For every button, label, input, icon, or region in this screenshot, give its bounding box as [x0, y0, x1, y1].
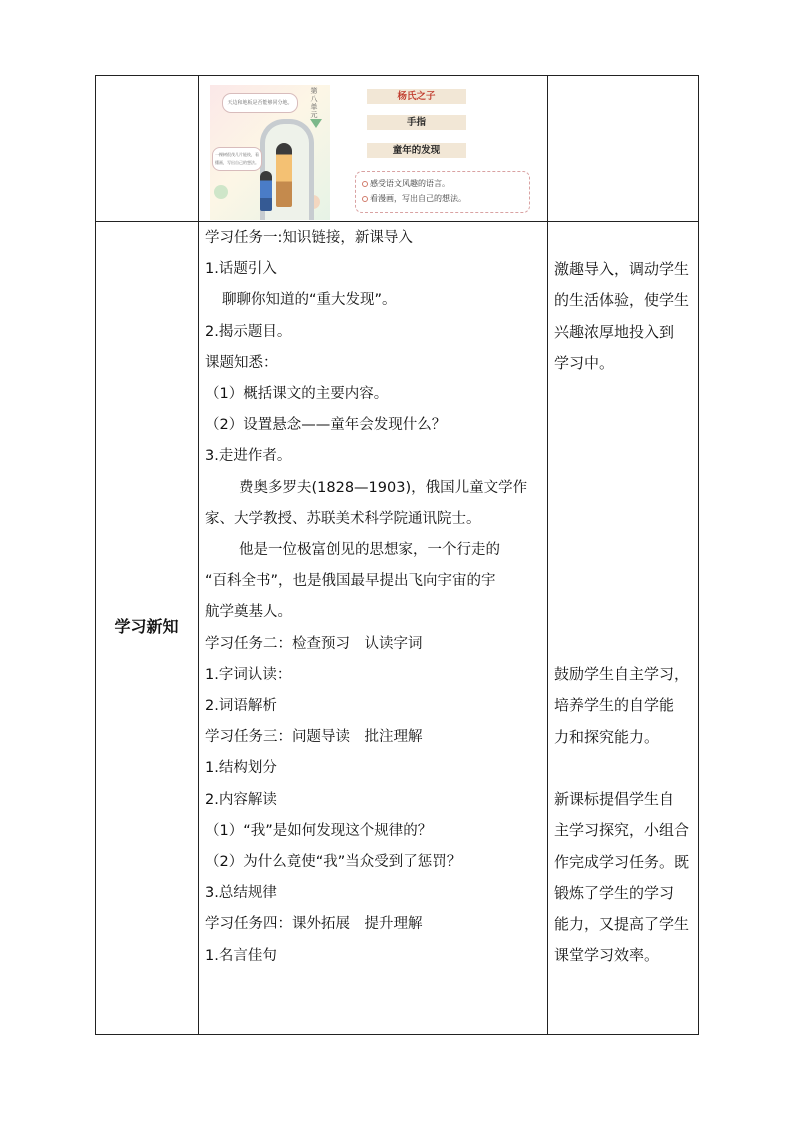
design-note-2 — [554, 659, 696, 753]
note-line: 的生活体验，使学生 — [554, 291, 690, 310]
leaf-decoration — [214, 185, 228, 199]
textbook-unit-illustration — [210, 85, 535, 220]
content-line: 家、大学教授、苏联美术科学院通讯院士。 — [205, 510, 481, 527]
content-line: 3.总结规律 — [205, 885, 277, 902]
table-border-bottom — [95, 1034, 699, 1035]
content-line: （2）设置悬念——童年会发现什么？ — [205, 417, 447, 434]
adult-figure — [276, 143, 292, 207]
content-line: 航学奠基人。 — [205, 604, 292, 621]
content-line: 课题知悉： — [205, 354, 278, 371]
note-line: 培养学生的自学能 — [554, 696, 675, 715]
row-divider — [95, 221, 699, 222]
section-label: 学习新知 — [114, 617, 179, 636]
content-line: 1.话题引入 — [205, 261, 277, 278]
note-line: 鼓励学生自主学习， — [554, 665, 690, 683]
content-line: （1）概括课文的主要内容。 — [205, 386, 389, 403]
unit-goal: 看漫画，写出自己的想法。 — [362, 191, 523, 206]
content-line: 1.字词认读： — [205, 666, 292, 683]
bullet-icon — [362, 196, 368, 202]
content-line: 3.走进作者。 — [205, 448, 292, 465]
content-line: 学习任务三：问题导读 批注理解 — [205, 729, 423, 746]
content-line: 1.名言佳句 — [205, 947, 277, 964]
speech-bubble-top: 天边和地板是否能够同分地。 — [222, 93, 298, 113]
lesson-title-3: 童年的发现 — [367, 143, 466, 158]
content-line: 1.结构划分 — [205, 760, 277, 777]
content-line: 学习任务一:知识链接，新课导入 — [205, 230, 413, 246]
note-line: 力和探究能力。 — [554, 727, 660, 746]
unit-tag: 第八单元 — [310, 87, 318, 119]
design-note-1 — [554, 254, 696, 379]
content-line: 2.内容解读 — [205, 791, 277, 808]
note-line: 新课标提倡学生自 — [554, 790, 675, 808]
unit-goal: 感受语文风趣的语言。 — [362, 176, 523, 191]
unit-goals — [355, 171, 530, 213]
lesson-title-1: 杨氏之子 — [367, 89, 466, 104]
speech-bubble-side: 一棵树很茂几片能枝，看懂画，写出自己的想法。 — [212, 147, 262, 171]
content-line: 学习任务四：课外拓展 提升理解 — [205, 916, 423, 933]
bullet-icon — [362, 181, 368, 187]
note-line: 激趣导入，调动学生 — [554, 260, 690, 278]
content-line: （1）“我”是如何发现这个规律的？ — [205, 822, 433, 839]
note-line: 锻炼了学生的学习 — [554, 883, 675, 902]
content-line: 费奥多罗夫(1828—1903)，俄国儿童文学作 — [239, 479, 528, 496]
column-divider-2 — [547, 75, 548, 1035]
content-line: 他是一位极富创见的思想家，一个行走的 — [239, 542, 500, 559]
lesson-content — [205, 223, 545, 972]
lesson-title-2: 手指 — [367, 115, 466, 130]
design-note-3 — [554, 784, 696, 972]
note-line: 作完成学习任务。既 — [554, 852, 690, 871]
column-divider-1 — [198, 75, 199, 1035]
note-line: 主学习探究，小组合 — [554, 821, 690, 840]
note-line: 兴趣浓厚地投入到 — [554, 322, 675, 341]
content-line: “百科全书”，也是俄国最早提出飞向宇宙的宇 — [205, 573, 496, 590]
note-line: 课堂学习效率。 — [554, 946, 660, 965]
unit-triangle-icon — [310, 119, 322, 128]
note-line: 学习中。 — [554, 353, 615, 372]
table-border-right — [698, 75, 699, 1035]
table-border-left — [95, 75, 96, 1035]
note-line: 能力，又提高了学生 — [554, 915, 690, 934]
child-figure — [260, 171, 272, 211]
content-line: 学习任务二：检查预习 认读字词 — [205, 635, 423, 652]
content-line: 2.词语解析 — [205, 698, 277, 715]
table-border-top — [95, 75, 699, 76]
content-line: （2）为什么竟使“我”当众受到了惩罚？ — [205, 854, 462, 871]
content-line: 2.揭示题目。 — [205, 323, 292, 340]
content-line: 聊聊你知道的“重大发现”。 — [222, 292, 397, 309]
